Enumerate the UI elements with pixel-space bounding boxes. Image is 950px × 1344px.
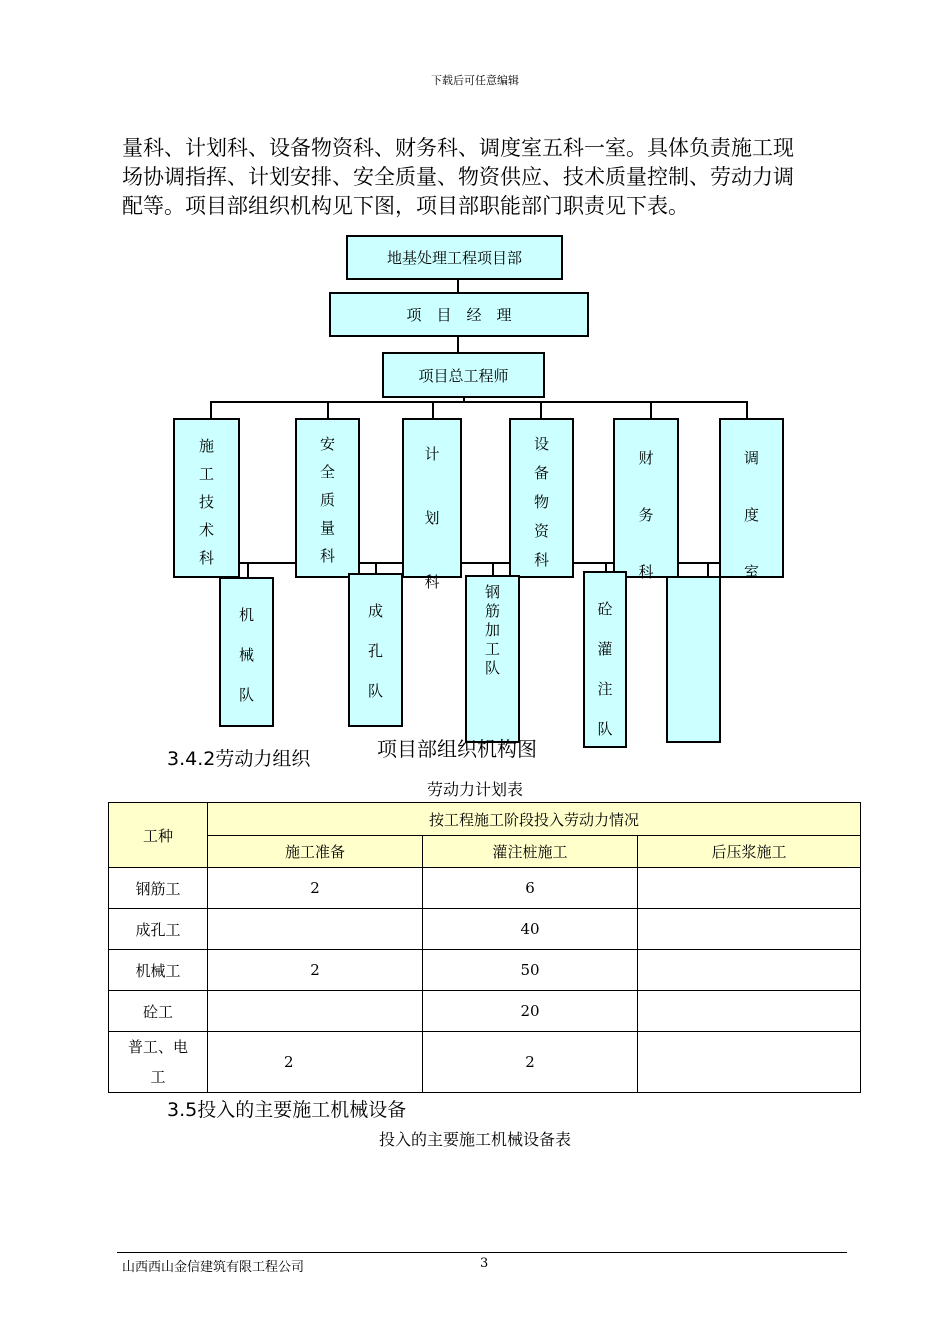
footer-divider bbox=[117, 1252, 847, 1253]
dept-char: 工 bbox=[198, 465, 214, 483]
intro-line: 场协调指挥、计划安排、安全质量、物资供应、技术质量控制、劳动力调 bbox=[122, 165, 794, 189]
team-char: 灌 bbox=[597, 640, 613, 658]
cell-pile: 40 bbox=[423, 909, 638, 950]
dept-char: 科 bbox=[319, 547, 335, 565]
team-char: 成 bbox=[367, 602, 383, 620]
connector bbox=[650, 401, 652, 419]
cell-prep bbox=[208, 909, 423, 950]
section-heading-342: 3.4.2劳动力组织 bbox=[167, 748, 311, 770]
col-header-trade: 工种 bbox=[109, 803, 208, 868]
table-row bbox=[109, 950, 861, 991]
group-header: 按工程施工阶段投入劳动力情况 bbox=[208, 803, 861, 836]
org-box-top bbox=[346, 235, 563, 280]
dept-char: 财 bbox=[638, 449, 654, 467]
dept-char: 技 bbox=[198, 493, 214, 511]
intro-line: 配等。项目部组织机构见下图，项目部职能部门职责见下表。 bbox=[122, 194, 689, 218]
connector bbox=[746, 401, 748, 419]
dept-char: 划 bbox=[424, 509, 440, 527]
footer-company: 山西西山金信建筑有限工程公司 bbox=[122, 1260, 305, 1275]
cell-trade: 钢筋工 bbox=[109, 868, 208, 909]
table-row bbox=[109, 909, 861, 950]
table-row bbox=[109, 868, 861, 909]
labor-table-caption: 劳动力计划表 bbox=[426, 780, 523, 799]
table-row bbox=[109, 1032, 861, 1093]
connector bbox=[210, 401, 212, 419]
col-header-prep: 施工准备 bbox=[208, 836, 423, 868]
team-char: 孔 bbox=[367, 642, 383, 660]
team-char: 筋 bbox=[484, 602, 500, 620]
team-box-rebar bbox=[465, 575, 520, 743]
section-heading-35: 3.5投入的主要施工机械设备 bbox=[167, 1099, 407, 1121]
org-box-label: 项 目 经 理 bbox=[406, 306, 512, 324]
team-char: 注 bbox=[597, 680, 613, 698]
team-char: 加 bbox=[484, 621, 500, 639]
cell-pile: 6 bbox=[423, 868, 638, 909]
connector bbox=[492, 562, 494, 576]
cell-pile: 20 bbox=[423, 991, 638, 1032]
team-box-empty bbox=[666, 576, 721, 743]
dept-char: 度 bbox=[743, 506, 759, 524]
team-char: 队 bbox=[367, 682, 383, 700]
team-char: 机 bbox=[238, 606, 254, 624]
cell-trade: 成孔工 bbox=[109, 909, 208, 950]
cell-prep: 2 bbox=[208, 868, 423, 909]
dept-char: 备 bbox=[533, 464, 549, 482]
team-char: 砼 bbox=[597, 600, 613, 618]
cell-prep bbox=[208, 991, 423, 1032]
labor-table bbox=[108, 802, 861, 1093]
dept-box-safety-quality bbox=[295, 418, 360, 578]
team-box-drilling bbox=[348, 573, 403, 727]
team-char: 械 bbox=[238, 646, 254, 664]
dept-char: 安 bbox=[319, 435, 335, 453]
team-char: 队 bbox=[238, 686, 254, 704]
org-chart-title: 项目部组织机构图 bbox=[377, 737, 537, 761]
cell-prep: 2 bbox=[208, 950, 423, 991]
dept-char: 全 bbox=[319, 463, 335, 481]
connector bbox=[432, 401, 434, 419]
dept-char: 科 bbox=[424, 573, 440, 591]
dept-char: 调 bbox=[743, 449, 759, 467]
dept-char: 物 bbox=[533, 493, 549, 511]
dept-char: 设 bbox=[533, 435, 549, 453]
dept-box-equipment bbox=[509, 418, 574, 578]
cell-trade: 机械工 bbox=[109, 950, 208, 991]
dept-char: 施 bbox=[198, 437, 214, 455]
footer-page-number: 3 bbox=[480, 1256, 489, 1271]
dept-char: 资 bbox=[533, 522, 549, 540]
org-box-label: 地基处理工程项目部 bbox=[386, 249, 522, 267]
org-box-manager bbox=[329, 292, 589, 337]
connector bbox=[210, 401, 748, 403]
dept-char: 科 bbox=[198, 549, 214, 567]
cell-trade: 普工、电工 bbox=[109, 1032, 208, 1093]
connector bbox=[457, 337, 459, 353]
connector bbox=[247, 562, 249, 578]
intro-line: 量科、计划科、设备物资科、财务科、调度室五科一室。具体负责施工现 bbox=[122, 136, 794, 160]
dept-char: 务 bbox=[638, 506, 654, 524]
dept-box-planning bbox=[402, 418, 462, 591]
cell-grout bbox=[638, 991, 861, 1032]
connector bbox=[457, 279, 459, 293]
cell-grout bbox=[638, 950, 861, 991]
intro-paragraph bbox=[122, 134, 852, 221]
dept-box-technical bbox=[173, 418, 240, 578]
cell-trade: 砼工 bbox=[109, 991, 208, 1032]
header-note: 下载后可任意编辑 bbox=[431, 74, 519, 87]
dept-box-dispatch bbox=[719, 418, 784, 581]
dept-char: 计 bbox=[424, 445, 440, 463]
org-box-label: 项目总工程师 bbox=[418, 366, 509, 385]
cell-prep: 2 bbox=[208, 1032, 423, 1093]
cell-pile: 50 bbox=[423, 950, 638, 991]
cell-grout bbox=[638, 868, 861, 909]
cell-grout bbox=[638, 1032, 861, 1093]
team-char: 队 bbox=[597, 720, 613, 738]
team-box-concrete bbox=[583, 571, 627, 748]
dept-char: 术 bbox=[198, 521, 214, 539]
dept-box-finance bbox=[613, 418, 679, 581]
dept-char: 量 bbox=[319, 519, 335, 537]
dept-char: 质 bbox=[319, 491, 335, 509]
team-char: 工 bbox=[484, 640, 500, 658]
table-row bbox=[109, 991, 861, 1032]
connector bbox=[540, 401, 542, 419]
cell-pile: 2 bbox=[423, 1032, 638, 1093]
team-char: 队 bbox=[484, 659, 500, 677]
org-box-chief-engineer bbox=[382, 352, 545, 398]
dept-char: 科 bbox=[638, 563, 654, 581]
team-char: 钢 bbox=[484, 583, 500, 601]
cell-grout bbox=[638, 909, 861, 950]
dept-char: 科 bbox=[533, 551, 549, 569]
col-header-grout: 后压浆施工 bbox=[638, 836, 861, 868]
dept-char: 室 bbox=[743, 563, 759, 581]
team-box-machinery bbox=[219, 577, 274, 727]
connector bbox=[327, 401, 329, 419]
col-header-pile: 灌注桩施工 bbox=[423, 836, 638, 868]
equipment-table-caption: 投入的主要施工机械设备表 bbox=[378, 1130, 571, 1149]
